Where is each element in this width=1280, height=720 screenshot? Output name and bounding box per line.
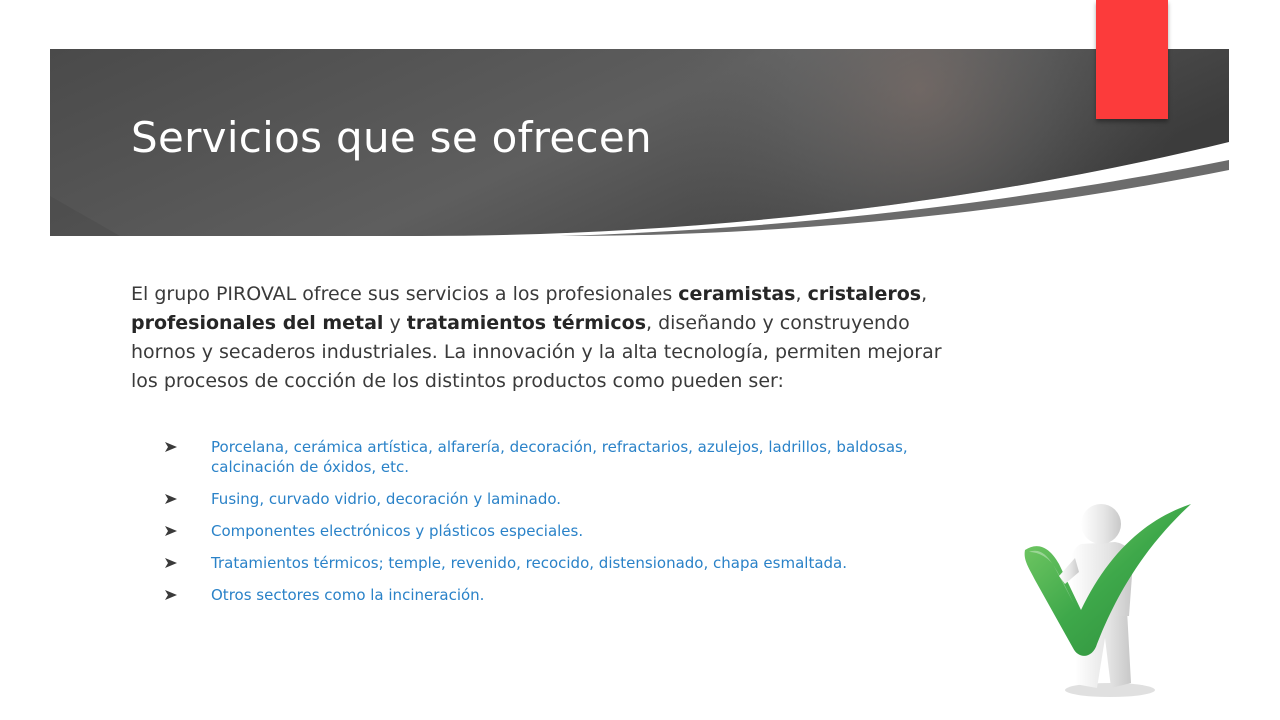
body-text-run: ,	[921, 283, 928, 305]
bullet-list	[165, 437, 995, 617]
red-accent-bar	[1096, 0, 1168, 119]
bullet-item	[165, 437, 995, 477]
figure-head	[1081, 504, 1121, 544]
bold-term: profesionales del metal	[131, 312, 384, 334]
body-text-run: ,	[795, 283, 808, 305]
arrowhead-bullet-icon	[165, 590, 177, 600]
bold-term: cristaleros	[807, 283, 922, 305]
bullet-text: Porcelana, cerámica artística, alfarería, decoración, refractarios, azulejos, ladrillos, baldosas, calcinación de óxidos, etc.	[211, 438, 908, 476]
bullet-text: Componentes electrónicos y plásticos especiales.	[211, 522, 584, 540]
bullet-item	[165, 521, 995, 541]
arrowhead-bullet-icon	[165, 494, 177, 504]
bold-term: ceramistas	[678, 283, 796, 305]
intro-paragraph	[131, 280, 961, 396]
arrowhead-bullet-icon	[165, 442, 177, 452]
arrowhead-bullet-icon	[165, 558, 177, 568]
person-checkmark-icon	[1015, 498, 1200, 703]
bullet-text: Tratamientos térmicos; temple, revenido, recocido, distensionado, chapa esmaltada.	[211, 554, 848, 572]
bullet-item	[165, 553, 995, 573]
bullet-text: Fusing, curvado vidrio, decoración y laminado.	[211, 490, 562, 508]
arrowhead-bullet-icon	[165, 526, 177, 536]
bullet-text: Otros sectores como la incineración.	[211, 586, 485, 604]
body-text-run: , diseñando y construyendo hornos y secaderos industriales. La innovación y la alta tecnología, permiten mejorar los procesos de cocción de los distintos productos como pueden ser:	[131, 312, 942, 392]
bullet-item	[165, 489, 995, 509]
slide-title: Servicios que se ofrecen	[131, 113, 652, 162]
body-text-run: El grupo PIROVAL ofrece sus servicios a los profesionales	[131, 283, 679, 305]
figure-shadow	[1065, 683, 1155, 697]
bold-term: tratamientos térmicos	[406, 312, 647, 334]
body-text-run: y	[383, 312, 407, 334]
bullet-item	[165, 585, 995, 605]
